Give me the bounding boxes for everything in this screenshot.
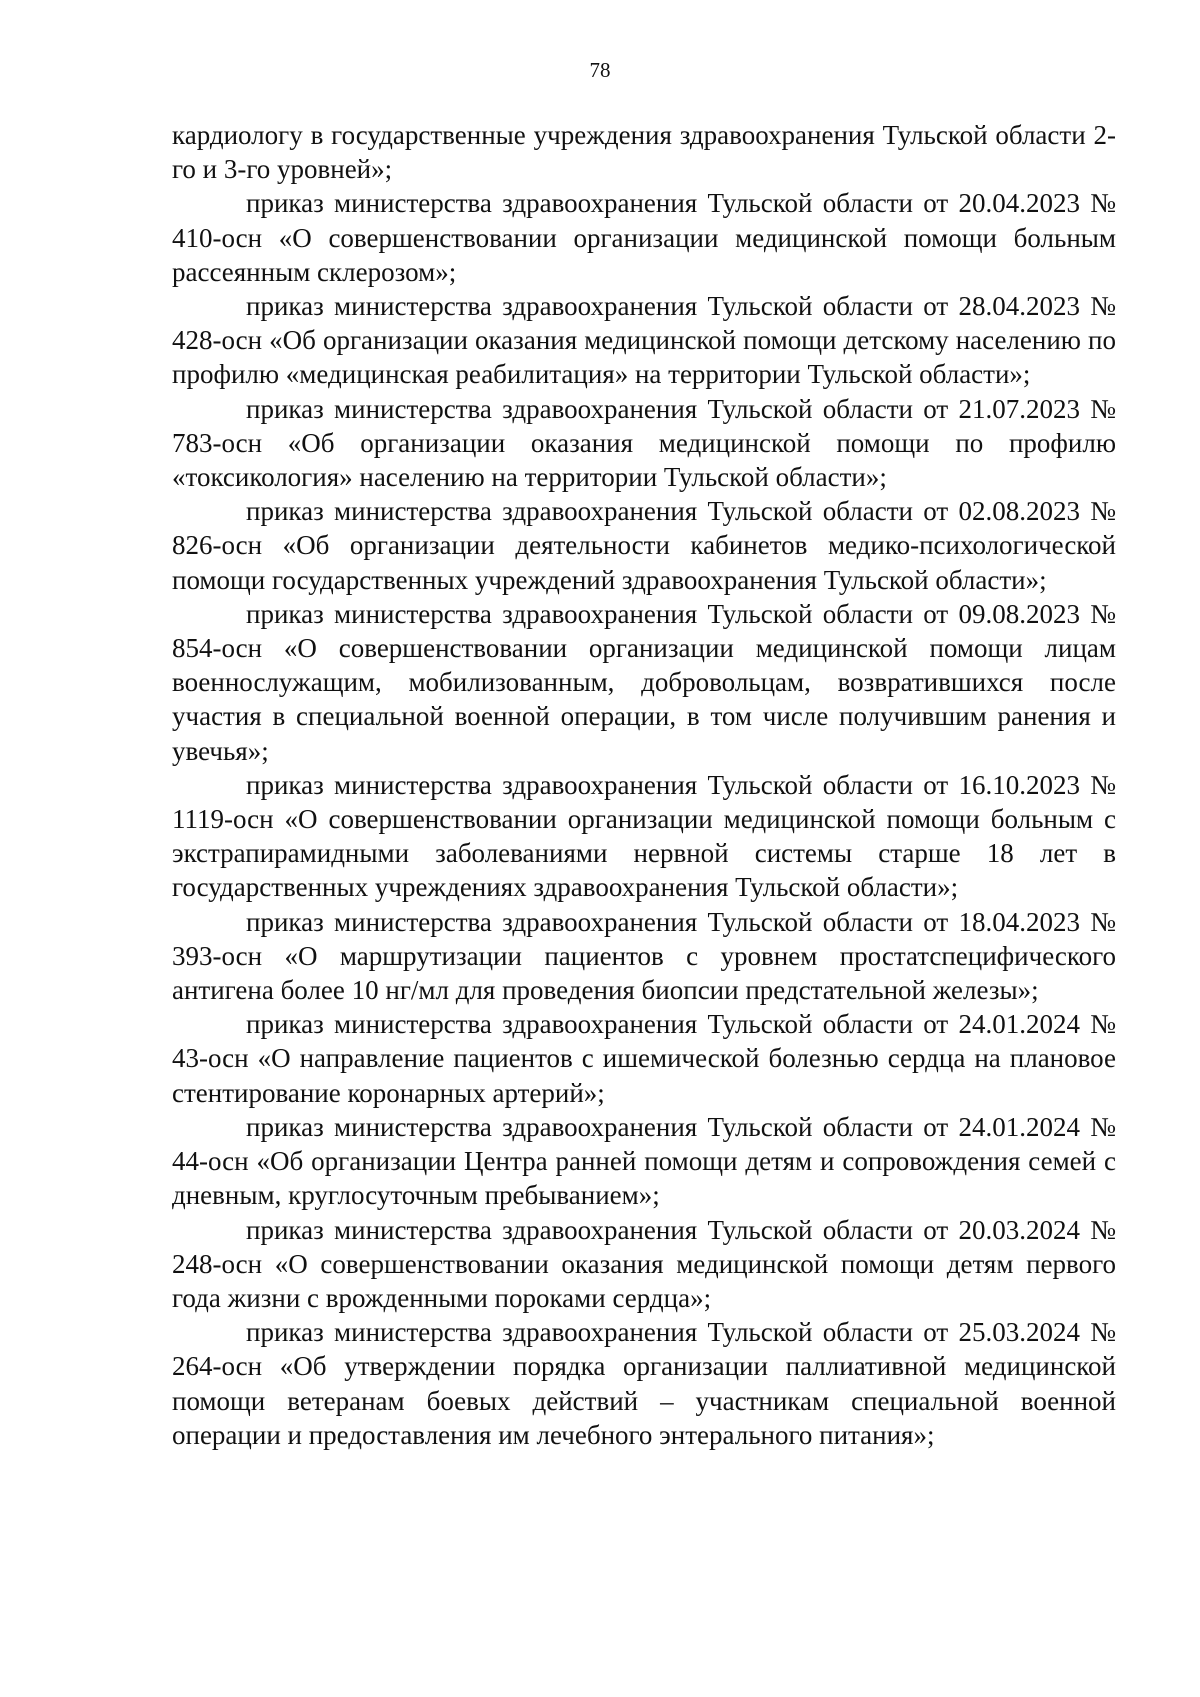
paragraph-order-854: приказ министерства здравоохранения Тульской области от 09.08.2023 № 854-осн «О совершенствовании организации медицинской помощи лицам военнослужащим, мобилизованным, добровольцам, возвратившихся после участия в специальной военной операции, в том числе получившим ранения и увечья»; bbox=[172, 598, 1116, 766]
paragraph-order-1119: приказ министерства здравоохранения Тульской области от 16.10.2023 № 1119-осн «О совершенствовании организации медицинской помощи больным с экстрапирамидными заболеваниями нервной системы старше 18 лет в государственных учреждениях здравоохранения Тульской области»; bbox=[172, 769, 1116, 903]
paragraph-order-410: приказ министерства здравоохранения Тульской области от 20.04.2023 № 410-осн «О совершенствовании организации медицинской помощи больным рассеянным склерозом»; bbox=[172, 188, 1116, 287]
paragraph-order-428: приказ министерства здравоохранения Тульской области от 28.04.2023 № 428-осн «Об организации оказания медицинской помощи детскому населению по профилю «медицинская реабилитация» на территории Тульской области»; bbox=[172, 291, 1116, 390]
document-body bbox=[172, 118, 1116, 1452]
paragraph-continuation: кардиологу в государственные учреждения здравоохранения Тульской области 2-го и 3-го уровней»; bbox=[172, 120, 1116, 185]
paragraph-order-248: приказ министерства здравоохранения Тульской области от 20.03.2024 № 248-осн «О совершенствовании оказания медицинской помощи детям первого года жизни с врожденными пороками сердца»; bbox=[172, 1214, 1116, 1313]
paragraph-order-264: приказ министерства здравоохранения Тульской области от 25.03.2024 № 264-осн «Об утверждении порядка организации паллиативной медицинской помощи ветеранам боевых действий – участникам специальной военной операции и предоставления им лечебного энтерального питания»; bbox=[172, 1317, 1116, 1450]
paragraph-order-783: приказ министерства здравоохранения Тульской области от 21.07.2023 № 783-осн «Об организации оказания медицинской помощи по профилю «токсикология» населению на территории Тульской области»; bbox=[172, 393, 1116, 493]
page-number: 78 bbox=[589, 58, 611, 82]
paragraph-order-826: приказ министерства здравоохранения Тульской области от 02.08.2023 № 826-осн «Об организации деятельности кабинетов медико-психологической помощи государственных учреждений здравоохранения Тульской области»; bbox=[172, 496, 1116, 595]
paragraph-order-43: приказ министерства здравоохранения Тульской области от 24.01.2024 № 43-осн «О направление пациентов с ишемической болезнью сердца на плановое стентирование коронарных артерий»; bbox=[172, 1009, 1116, 1108]
paragraph-order-44: приказ министерства здравоохранения Тульской области от 24.01.2024 № 44-осн «Об организации Центра ранней помощи детям и сопровождения семей с дневным, круглосуточным пребыванием»; bbox=[172, 1111, 1116, 1211]
paragraph-order-393: приказ министерства здравоохранения Тульской области от 18.04.2023 № 393-осн «О маршрутизации пациентов с уровнем простатспецифического антигена более 10 нг/мл для проведения биопсии предстательной железы»; bbox=[172, 906, 1116, 1006]
